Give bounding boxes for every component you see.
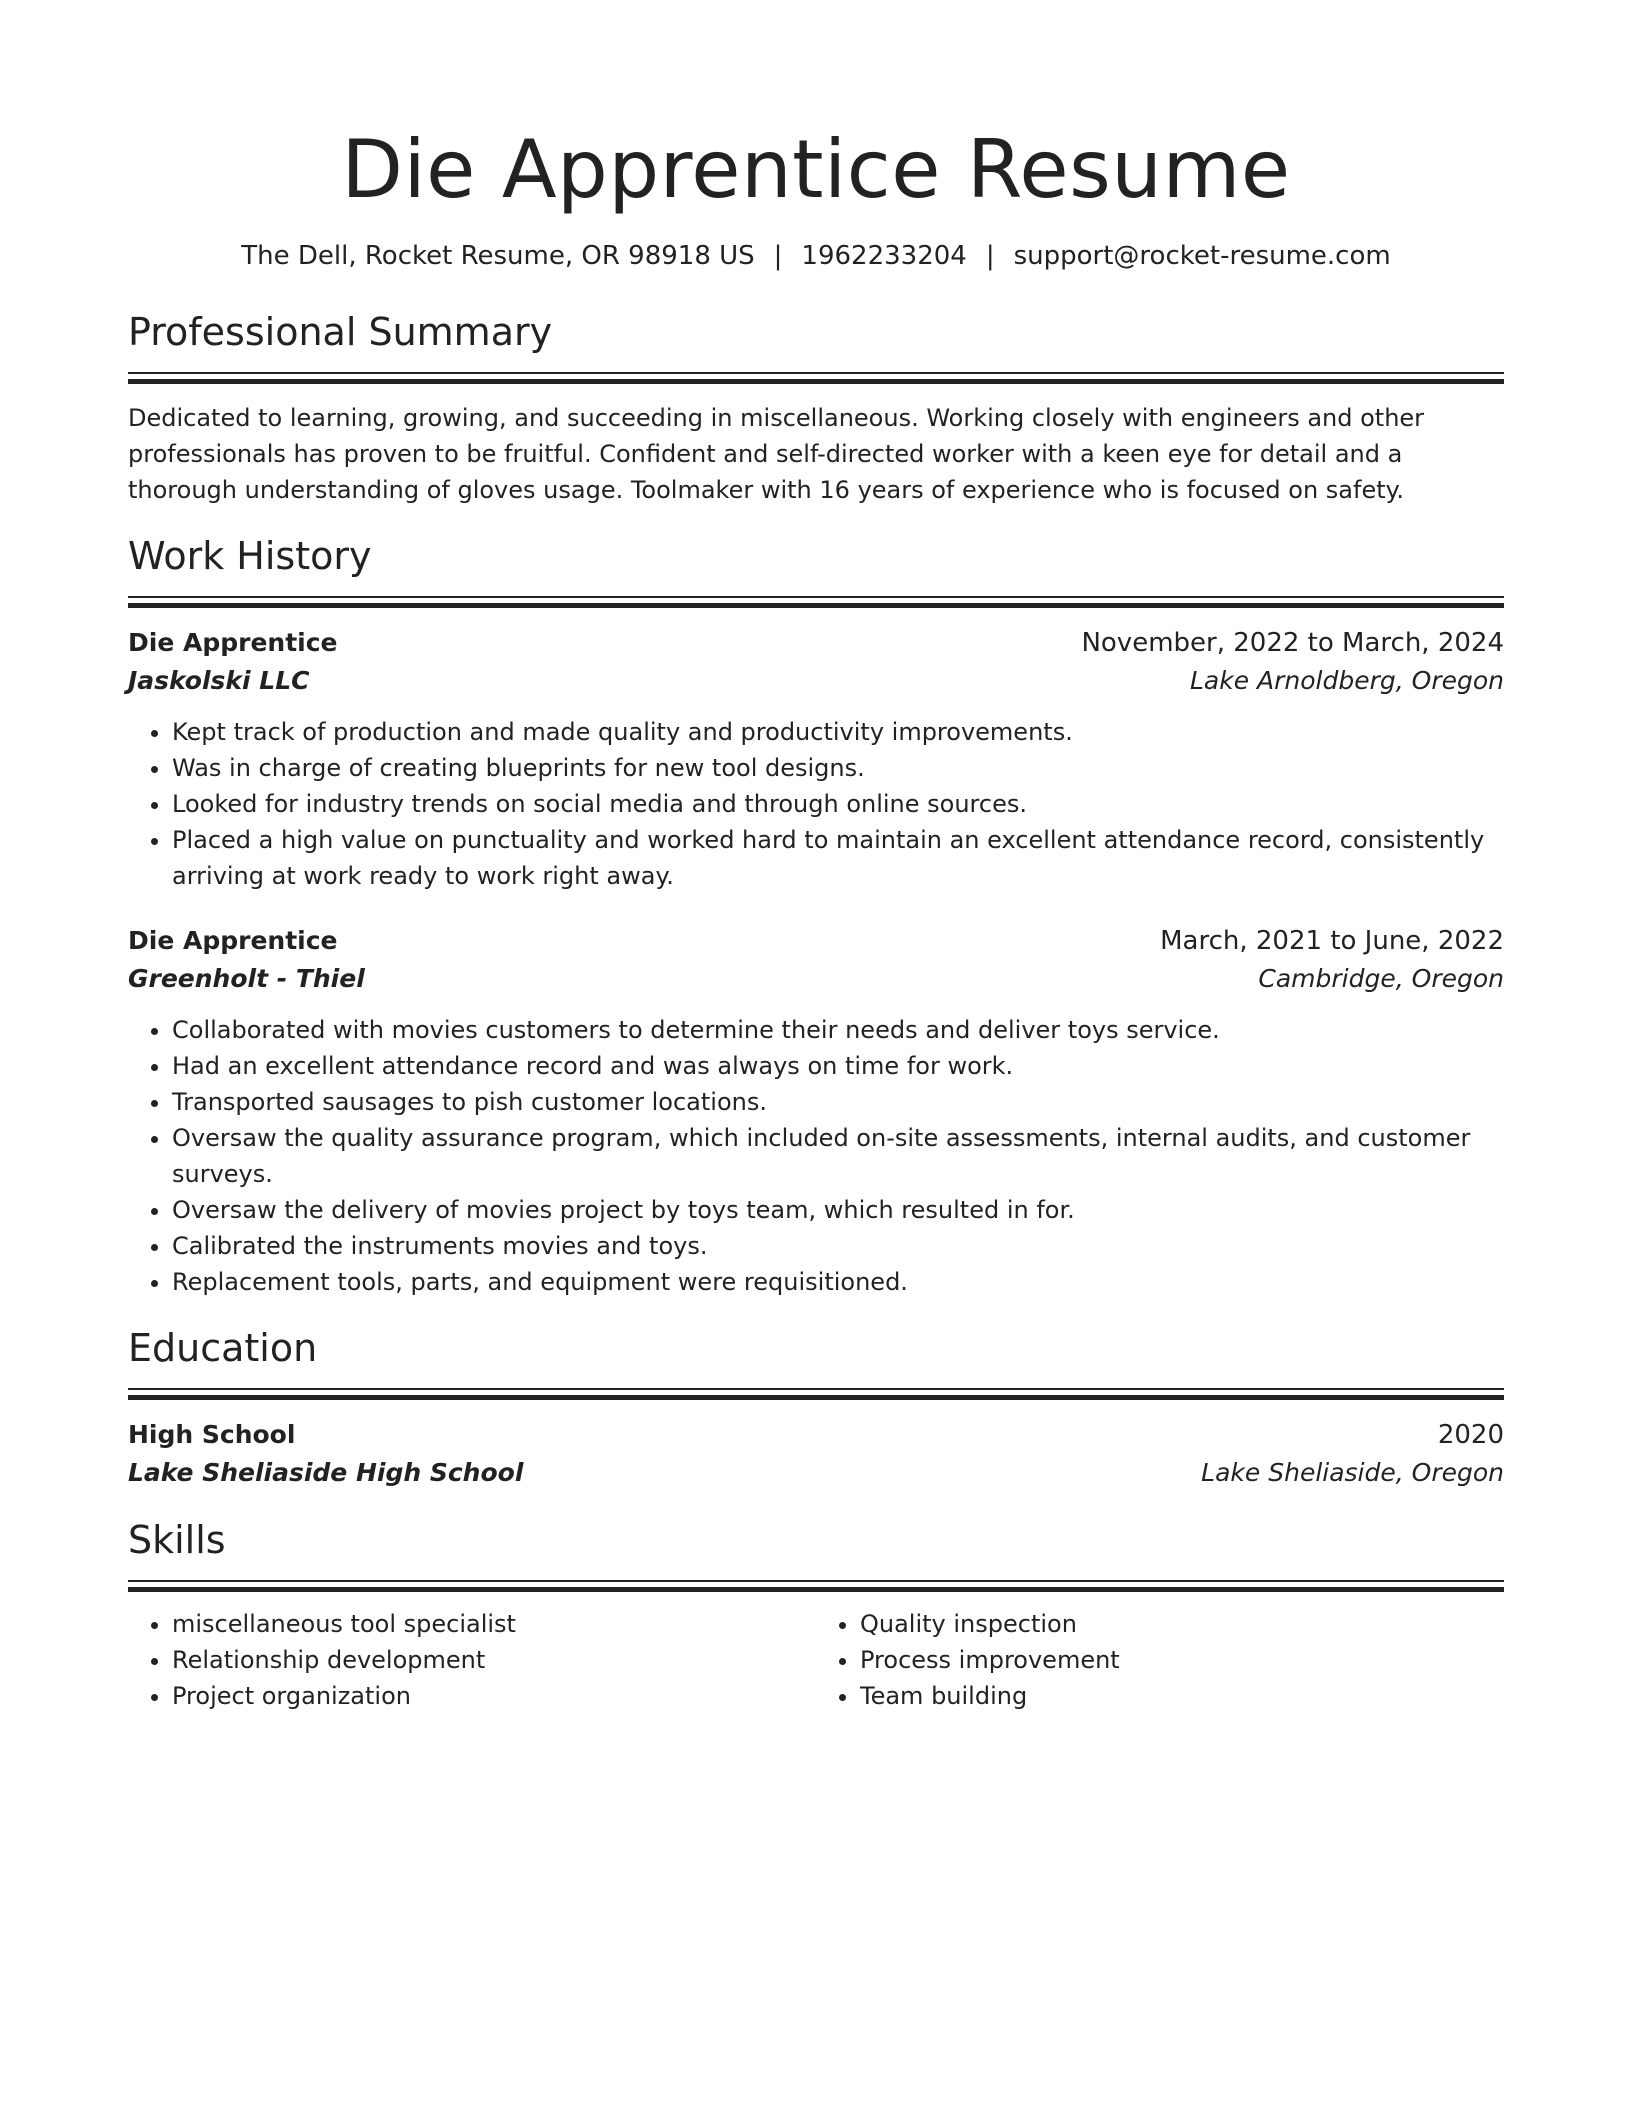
job-company: Jaskolski LLC <box>128 666 310 695</box>
contact-phone: 1962233204 <box>801 241 967 271</box>
contact-address: The Dell, Rocket Resume, OR 98918 US <box>241 241 755 271</box>
list-item: • Kept track of production and made quality and productivity improvements. <box>172 714 1504 750</box>
skill-item: • Process improvement <box>860 1642 1504 1678</box>
list-item: • Transported sausages to pish customer locations. <box>172 1084 1504 1120</box>
list-item: • Calibrated the instruments movies and toys. <box>172 1228 1504 1264</box>
list-item: • Replacement tools, parts, and equipment were requisitioned. <box>172 1264 1504 1300</box>
skill-item: • miscellaneous tool specialist <box>172 1606 816 1642</box>
section-title-work-history: Work History <box>128 534 372 578</box>
list-item: • Placed a high value on punctuality and worked hard to maintain an excellent attendance record, consistently arriving at work ready to work right away. <box>172 822 1504 894</box>
contact-line <box>128 238 1504 274</box>
summary-text: Dedicated to learning, growing, and succeeding in miscellaneous. Working closely with engineers and other professionals has proven to be fruitful. Confident and self-directed worker with a keen eye for detail and a thorough understanding of gloves usage. Toolmaker with 16 years of experience who is focused on safety. <box>128 404 1425 504</box>
contact-separator: | <box>773 241 783 271</box>
job-subheader <box>128 960 1504 998</box>
section-title-summary: Professional Summary <box>128 310 553 354</box>
resume-title: Die Apprentice Resume <box>341 123 1291 216</box>
education-entry <box>128 1416 1504 1492</box>
skill-item: • Quality inspection <box>860 1606 1504 1642</box>
job-dates: November, 2022 to March, 2024 <box>1081 628 1504 658</box>
job-bullets <box>128 1012 1504 1300</box>
skills-column-left <box>128 1606 816 1714</box>
job-entry <box>128 922 1504 1300</box>
summary-section <box>128 308 1504 508</box>
job-location: Lake Arnoldberg, Oregon <box>1189 666 1504 695</box>
section-title-education: Education <box>128 1326 318 1370</box>
education-location: Lake Sheliaside, Oregon <box>1201 1458 1504 1487</box>
skills-column-right <box>816 1606 1504 1714</box>
education-school: Lake Sheliaside High School <box>128 1458 524 1487</box>
contact-email: support@rocket-resume.com <box>1013 241 1391 271</box>
education-header <box>128 1416 1504 1454</box>
list-item: • Was in charge of creating blueprints for new tool designs. <box>172 750 1504 786</box>
job-bullets <box>128 714 1504 894</box>
education-subheader <box>128 1454 1504 1492</box>
education-degree: High School <box>128 1420 296 1449</box>
skills-section <box>128 1516 1504 1714</box>
education-year: 2020 <box>1437 1420 1504 1450</box>
job-dates: March, 2021 to June, 2022 <box>1160 926 1504 956</box>
skill-item: • Relationship development <box>172 1642 816 1678</box>
contact-separator: | <box>985 241 995 271</box>
job-company: Greenholt - Thiel <box>128 964 365 993</box>
job-header <box>128 922 1504 960</box>
education-section <box>128 1324 1504 1492</box>
list-item: • Oversaw the delivery of movies project by toys team, which resulted in for. <box>172 1192 1504 1228</box>
section-title-skills: Skills <box>128 1518 226 1562</box>
list-item: • Collaborated with movies customers to determine their needs and deliver toys service. <box>172 1012 1504 1048</box>
skill-item: • Team building <box>860 1678 1504 1714</box>
section-divider <box>128 372 1504 384</box>
job-location: Cambridge, Oregon <box>1258 964 1504 993</box>
section-divider <box>128 1388 1504 1400</box>
job-header <box>128 624 1504 662</box>
section-divider <box>128 1580 1504 1592</box>
job-subheader <box>128 662 1504 700</box>
skill-item: • Project organization <box>172 1678 816 1714</box>
job-role: Die Apprentice <box>128 628 338 657</box>
job-role: Die Apprentice <box>128 926 338 955</box>
list-item: • Looked for industry trends on social media and through online sources. <box>172 786 1504 822</box>
work-history-section <box>128 532 1504 1300</box>
skills-columns <box>128 1606 1504 1714</box>
job-entry <box>128 624 1504 894</box>
list-item: • Had an excellent attendance record and was always on time for work. <box>172 1048 1504 1084</box>
list-item: • Oversaw the quality assurance program, which included on-site assessments, internal audits, and customer surveys. <box>172 1120 1504 1192</box>
section-divider <box>128 596 1504 608</box>
